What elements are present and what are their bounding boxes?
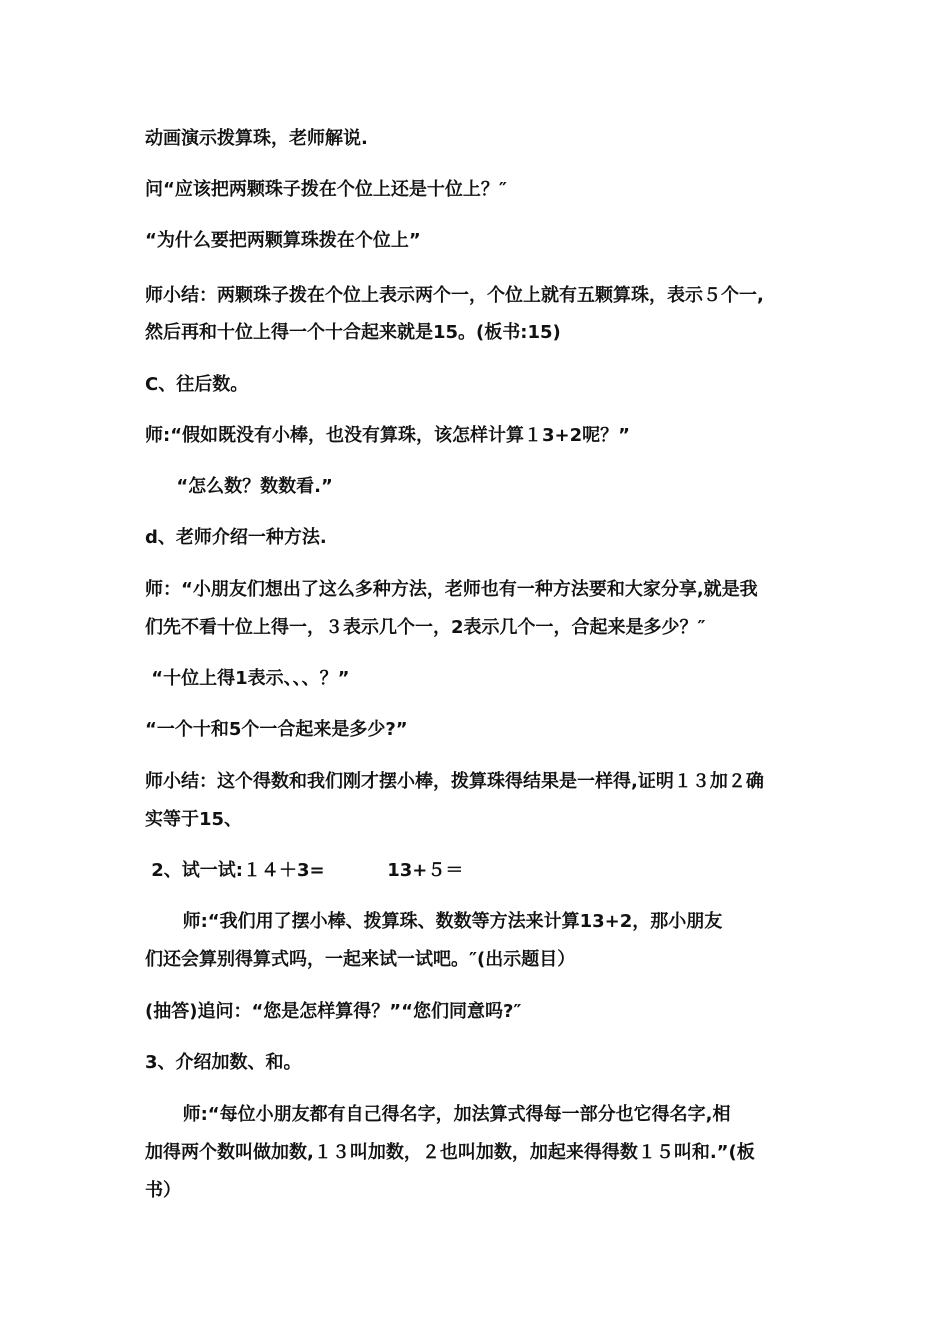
text-line: 们先不看十位上得一，３表示几个一，2表示几个一，合起来是多少？″: [145, 617, 706, 638]
text-line: 师小结：两颗珠子拨在个位上表示两个一，个位上就有五颗算珠，表示５个一,: [145, 285, 764, 306]
text-line: 师:“假如既没有小棒，也没有算珠，该怎样计算１3+2呢？”: [145, 425, 630, 446]
text-line: “怎么数？数数看.”: [145, 476, 333, 497]
text-line: “一个十和5个一合起来是多少?”: [145, 719, 408, 740]
text-line: 动画演示拨算珠，老师解说.: [145, 128, 368, 149]
text-line: 师:“每位小朋友都有自己得名字，加法算式得每一部分也它得名字,相: [145, 1104, 731, 1125]
text-line: 加得两个数叫做加数,１３叫加数，２也叫加数，加起来得得数１５叫和.”(板: [145, 1142, 755, 1163]
text-line: 书）: [145, 1180, 181, 1201]
text-line: “为什么要把两颗算珠拨在个位上”: [145, 230, 421, 251]
text-line: 2、试一试:１４＋3= 13+５＝: [145, 860, 464, 881]
text-line: 师:“我们用了摆小棒、拨算珠、数数等方法来计算13+2，那小朋友: [145, 911, 723, 932]
text-line: 3、介绍加数、和。: [145, 1052, 302, 1073]
text-line: 师小结：这个得数和我们刚才摆小棒，拨算珠得结果是一样得,证明１３加２确: [145, 771, 764, 792]
text-line: (抽答)追问：“您是怎样算得？”“您们同意吗?″: [145, 1001, 522, 1022]
text-line: 然后再和十位上得一个十合起来就是15。(板书:15): [145, 322, 561, 343]
text-line: 师：“小朋友们想出了这么多种方法，老师也有一种方法要和大家分享,就是我: [145, 579, 758, 600]
text-line: C、往后数。: [145, 374, 249, 395]
text-line: 实等于15、: [145, 809, 243, 830]
text-line: “十位上得1表示、、、？”: [145, 668, 350, 689]
text-line: 问“应该把两颗珠子拨在个位上还是十位上？″: [145, 179, 507, 200]
text-line: d、老师介绍一种方法.: [145, 527, 327, 548]
text-line: 们还会算别得算式吗，一起来试一试吧。″(出示题目）: [145, 949, 576, 970]
